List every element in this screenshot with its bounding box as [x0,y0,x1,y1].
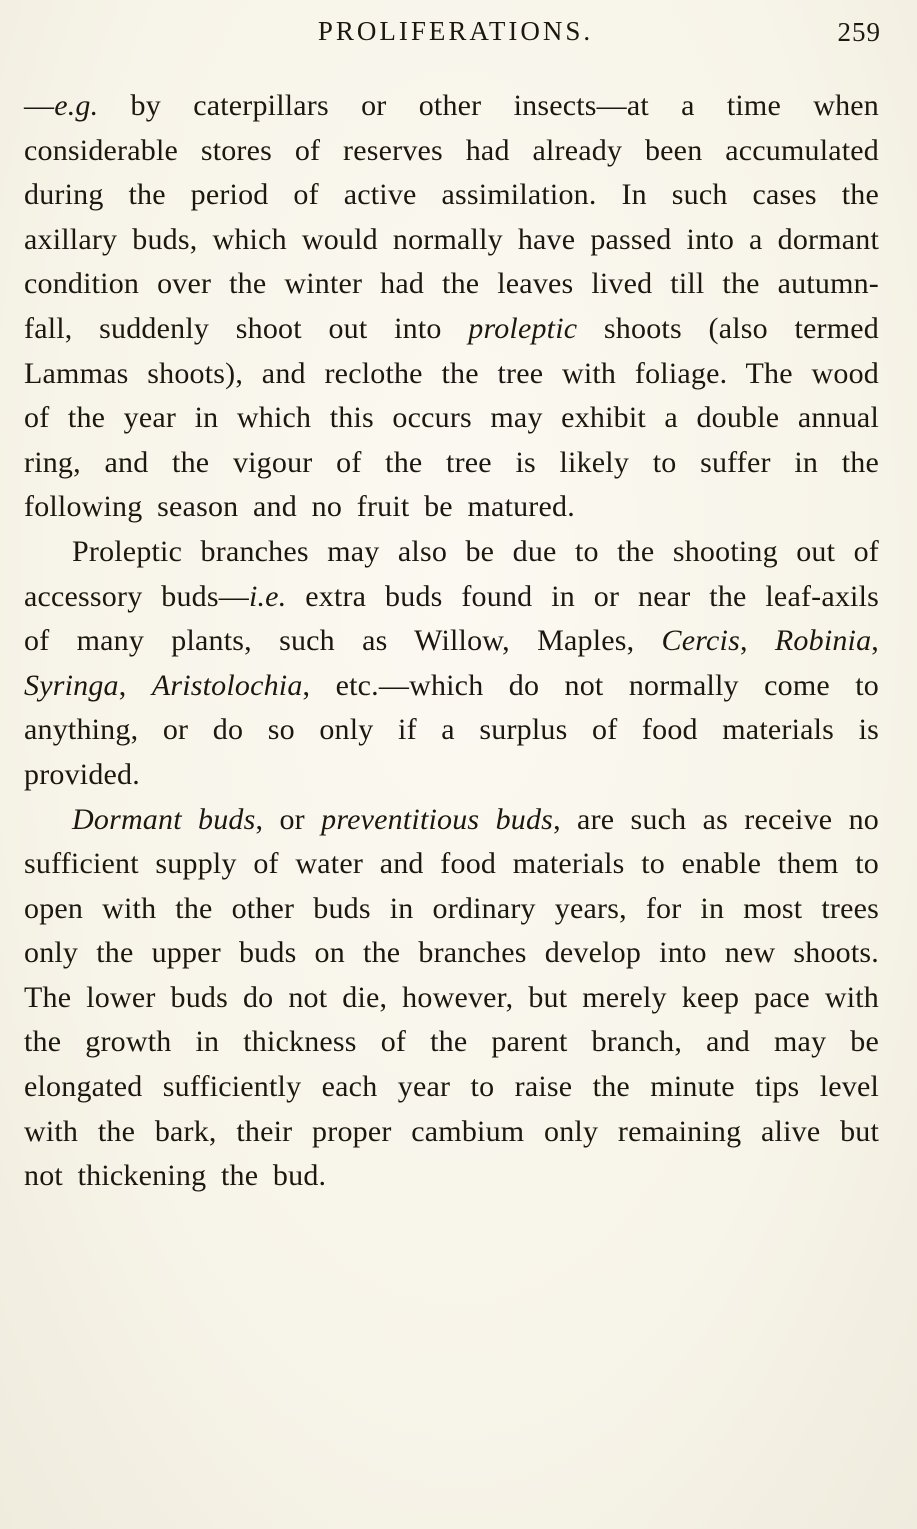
paragraph-continuation: —e.g. by caterpillars or other insects—at a time when considerable stores of reserves had already been accumulated during the period of active assimilation. In such cases the axillary buds, which would normally have passed into a dormant condition over the winter had the leaves lived till the autumn-fall, suddenly shoot out into proleptic shoots (also termed Lammas shoots), and reclothe the tree with foliage. The wood of the year in which this occurs may exhibit a double annual ring, and the vigour of the tree is likely to suffer in the following season and no fruit be matured. [24,89,879,524]
running-title: PROLIFERATIONS. [317,16,594,46]
paragraph-dormant-buds: Dormant buds, or preventitious buds, are such as receive no sufficient supply of water and food materials to enable them to open with the other buds in ordinary years, for in most trees only the upper buds on the branches develop into new shoots. The lower buds do not die, however, but merely keep pace with the growth in thickness of the parent branch, and may be elongated sufficiently each year to raise the minute tips level with the bark, their proper cambium only remaining alive but not thickening the bud. [24,802,879,1193]
page-header [24,16,887,60]
page-body [24,84,879,1199]
page-number: 259 [837,17,881,47]
paragraph-proleptic-branches: Proleptic branches may also be due to the shooting out of accessory buds—i.e. extra buds found in or near the leaf-axils of many plants, such as Willow, Maples, Cercis, Robinia, Syringa, Aristolochia, etc.—which do not normally come to anything, or do so only if a surplus of food materials is provided. [24,534,879,791]
